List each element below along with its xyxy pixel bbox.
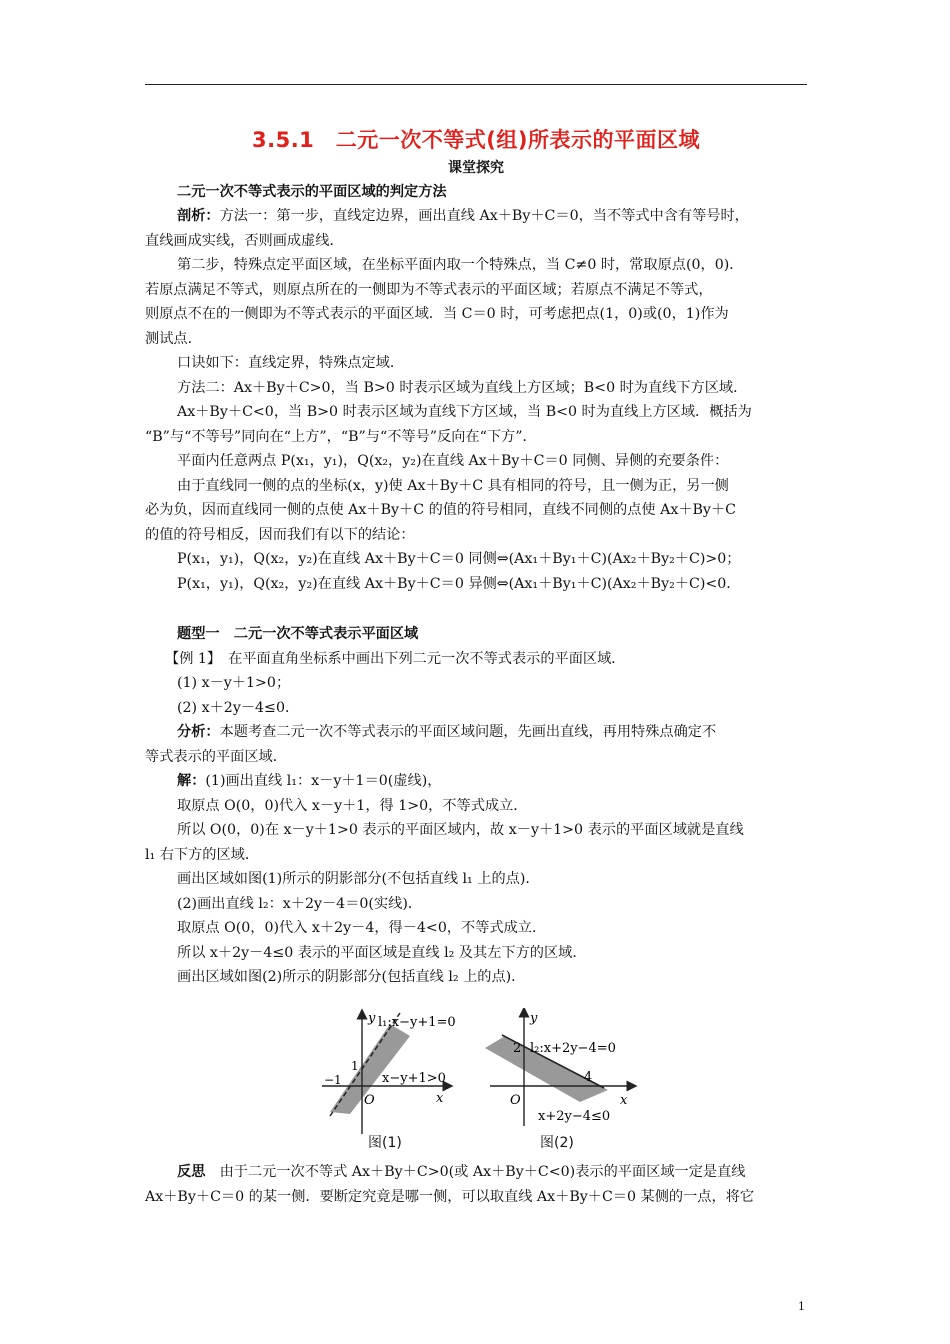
example-title: 【例 1】 在平面直角坐标系中画出下列二元一次不等式表示的平面区域． (165, 651, 626, 667)
figure-1 (320, 1008, 460, 1138)
figure-2 (480, 1008, 640, 1138)
text-line: 由于直线同一侧的点的坐标(x，y)使 Ax＋By＋C 具有相同的符号，且一侧为正，另一侧 (177, 478, 729, 494)
line-label: l₂:x+2y−4=0 (530, 1041, 616, 1056)
text-line: 等式表示的平面区域． (145, 749, 287, 765)
text-line: l₁ 右下方的区域． (145, 847, 260, 863)
region-label: x+2y−4≤0 (538, 1109, 611, 1124)
text-line: 平面内任意两点 P(x₁，y₁)，Q(x₂，y₂)在直线 Ax＋By＋C＝0 同侧、异侧的充要条件： (177, 453, 729, 469)
page-subtitle: 课堂探究 (448, 160, 504, 176)
text-line: 所以 x＋2y－4≤0 表示的平面区域是直线 l₂ 及其左下方的区域． (177, 945, 587, 961)
text-line: 则原点不在的一侧即为不等式表示的平面区域．当 C＝0 时，可考虑把点(1，0)或(0，1)作为 (145, 306, 729, 322)
text-line: P(x₁，y₁)，Q(x₂，y₂)在直线 Ax＋By＋C＝0 同侧⇔(Ax₁＋By₁＋C)(Ax₂＋By₂＋C)>0； (177, 551, 741, 567)
text-line: 解：(1)画出直线 l₁：x－y＋1＝0(虚线)， (177, 773, 442, 789)
y-axis-label: y (530, 1011, 538, 1026)
section-heading: 题型一 二元一次不等式表示平面区域 (177, 626, 419, 642)
page-title: 3.5.1 二元一次不等式(组)所表示的平面区域 (252, 128, 700, 152)
text-line: 分析：本题考查二元一次不等式表示的平面区域问题，先画出直线，再用特殊点确定不 (177, 724, 717, 740)
text-line: 剖析：方法一：第一步，直线定边界，画出直线 Ax＋By＋C＝0，当不等式中含有等号时， (177, 208, 749, 224)
text-line: 第二步，特殊点定平面区域，在坐标平面内取一个特殊点，当 C≠0 时，常取原点(0，0)． (177, 257, 744, 273)
text-line: P(x₁，y₁)，Q(x₂，y₂)在直线 Ax＋By＋C＝0 异侧⇔(Ax₁＋By₁＋C)(Ax₂＋By₂＋C)<0． (177, 576, 741, 592)
text-line: 若原点满足不等式，则原点所在的一侧即为不等式表示的平面区域；若原点不满足不等式， (145, 282, 713, 298)
text-line: 测试点． (145, 331, 202, 347)
y-axis-label: y (368, 1011, 376, 1026)
text-line: 画出区域如图(2)所示的阴影部分(包括直线 l₂ 上的点)． (177, 969, 526, 985)
tick-1: 1 (351, 1059, 359, 1073)
text-line: (2) x＋2y－4≤0． (177, 700, 300, 716)
text-line: 必为负，因而直线同一侧的点使 Ax＋By＋C 的值的符号相同，直线不同侧的点使 Ax＋By＋C (145, 502, 736, 518)
text-line: 取原点 O(0，0)代入 x－y＋1，得 1>0，不等式成立． (177, 798, 528, 814)
text-line: 口诀如下：直线定界，特殊点定域． (177, 355, 405, 371)
text-line: 的值的符号相反，因而我们有以下的结论： (145, 527, 415, 543)
figure-1-caption: 图(1) (368, 1135, 402, 1151)
tick-4: 4 (584, 1070, 593, 1085)
header-rule (145, 84, 807, 85)
origin-label: O (510, 1093, 521, 1108)
figures (320, 1008, 640, 1158)
text-line: 所以 O(0，0)在 x－y＋1>0 表示的平面区域内，故 x－y＋1>0 表示的平面区域就是直线 (177, 822, 744, 838)
section-heading: 二元一次不等式表示的平面区域的判定方法 (177, 184, 447, 200)
tick-neg1: −1 (324, 1073, 342, 1087)
line-label: l₁:x−y+1=0 (378, 1015, 456, 1030)
text-line: (2)画出直线 l₂：x＋2y－4＝0(实线)． (177, 896, 423, 912)
x-axis-label: x (436, 1091, 444, 1106)
text-line: 方法二：Ax＋By＋C>0，当 B>0 时表示区域为直线上方区域；B<0 时为直线下方区域． (177, 380, 748, 396)
tick-2: 2 (513, 1041, 522, 1056)
text-line: 反思 由于二元一次不等式 Ax＋By＋C>0(或 Ax＋By＋C<0)表示的平面区域一定是直线 (177, 1164, 746, 1180)
page-number: 1 (798, 1300, 805, 1313)
text-line: Ax＋By＋C＝0 的某一侧．要断定究竟是哪一侧，可以取直线 Ax＋By＋C＝0 某侧的一点，将它 (145, 1189, 755, 1205)
text-line: 画出区域如图(1)所示的阴影部分(不包括直线 l₁ 上的点)． (177, 871, 540, 887)
figure-2-caption: 图(2) (540, 1135, 574, 1151)
text-line: “B”与“不等号”同向在“上方”，“B”与“不等号”反向在“下方”． (145, 429, 537, 445)
origin-label: O (364, 1093, 375, 1108)
text-line: (1) x－y＋1>0； (177, 675, 291, 691)
text-line: Ax＋By＋C<0，当 B>0 时表示区域为直线下方区域，当 B<0 时为直线上方区域．概括为 (177, 404, 752, 420)
x-axis-label: x (620, 1093, 628, 1108)
text-line: 取原点 O(0，0)代入 x＋2y－4，得－4<0，不等式成立． (177, 920, 547, 936)
region-label: x−y+1>0 (382, 1071, 446, 1086)
text-line: 直线画成实线，否则画成虚线． (145, 233, 344, 249)
